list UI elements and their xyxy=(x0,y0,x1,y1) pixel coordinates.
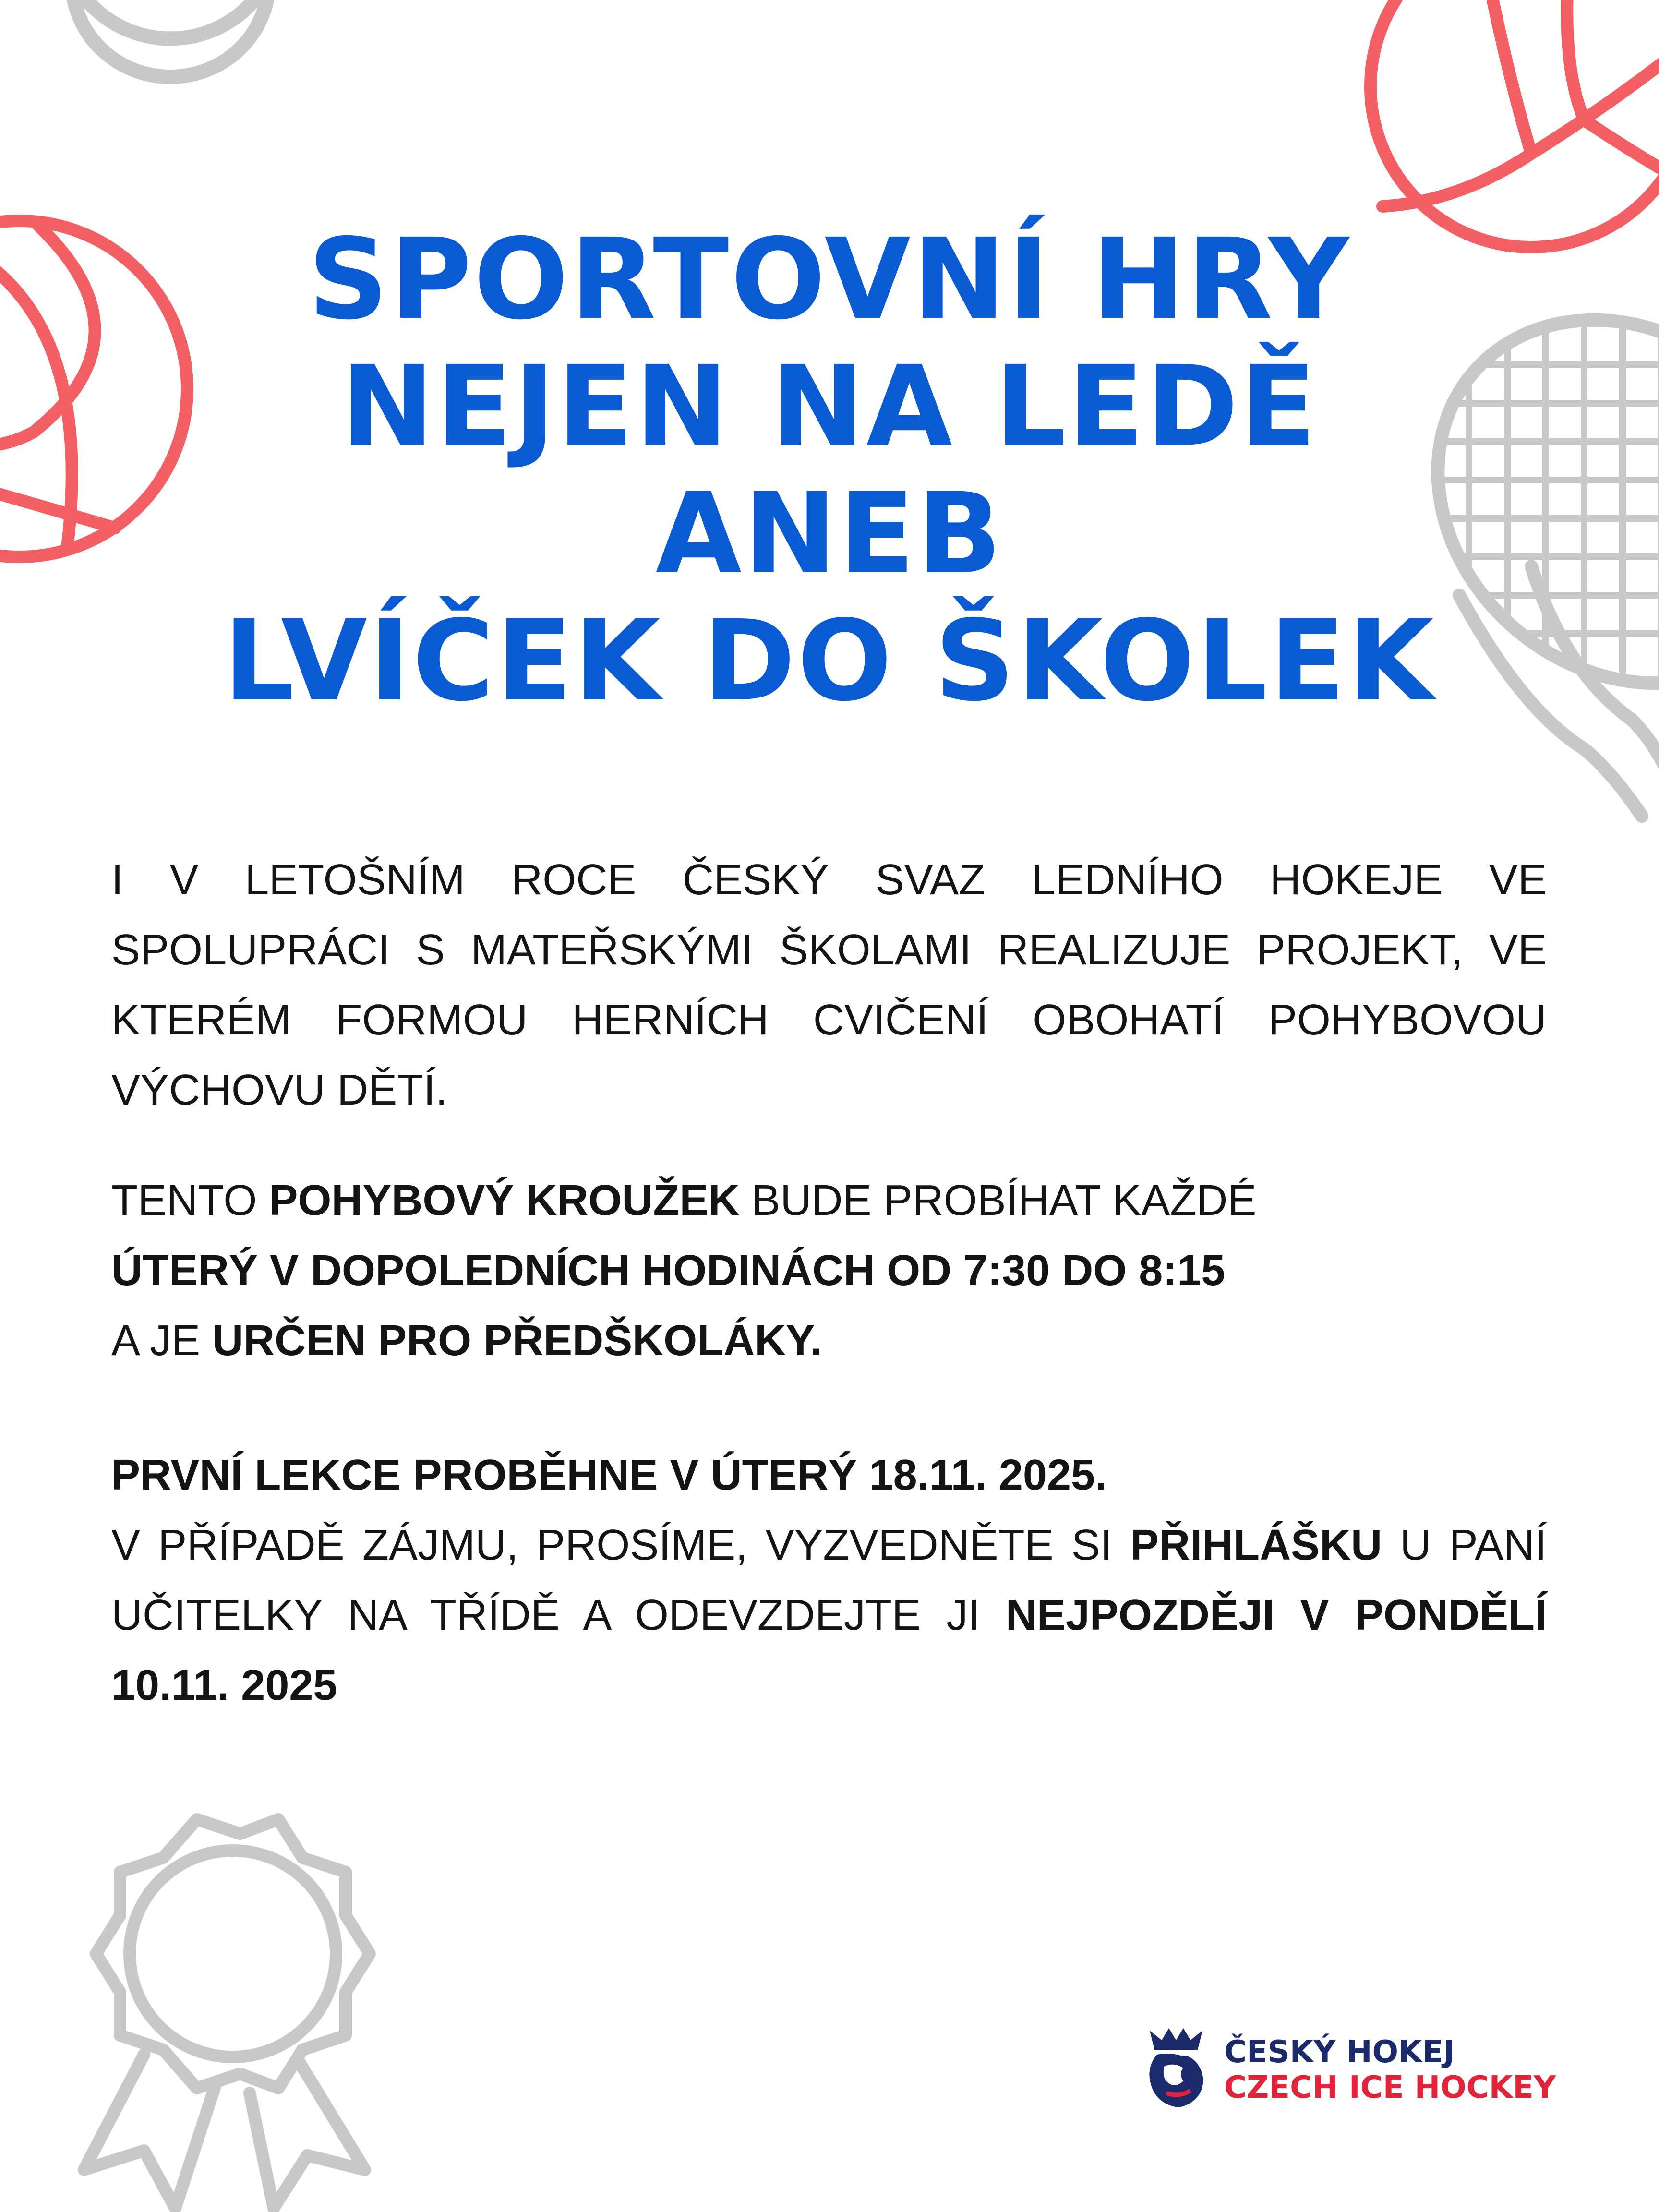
registration-text-2: U PANÍ UČITELKY NA TŘÍDĚ A ODEVZDEJTE JI xyxy=(111,1521,1547,1639)
schedule-text-3: A JE xyxy=(111,1317,213,1365)
title-line-1: SPORTOVNÍ HRY xyxy=(308,215,1351,344)
registration-bold-1: PŘIHLÁŠKU xyxy=(1130,1521,1382,1569)
czech-ice-hockey-logo xyxy=(1135,2021,1591,2112)
registration-paragraph xyxy=(111,1440,1547,1720)
registration-text-1: V PŘÍPADĚ ZÁJMU, PROSÍME, VYZVEDNĚTE SI xyxy=(111,1521,1130,1569)
medal-icon xyxy=(84,1819,370,2208)
first-lesson-date: PRVNÍ LEKCE PROBĚHNE V ÚTERÝ 18.11. 2025. xyxy=(111,1451,1107,1499)
lion-icon xyxy=(1135,2021,1217,2112)
schedule-bold-1: POHYBOVÝ KROUŽEK xyxy=(269,1177,740,1225)
volleyball-icon xyxy=(1370,0,1659,247)
logo-text xyxy=(1224,2034,1556,2105)
ring-icon xyxy=(58,0,288,77)
schedule-bold-3: URČEN PRO PŘEDŠKOLÁKY. xyxy=(212,1317,822,1365)
schedule-paragraph xyxy=(111,1166,1547,1376)
intro-paragraph: I V LETOŠNÍM ROCE ČESKÝ SVAZ LEDNÍHO HOKEJE VE SPOLUPRÁCI S MATEŘSKÝMI ŠKOLAMI REALIZUJE PROJEKT, VE KTERÉM FORMOU HERNÍCH CVIČENÍ OBOHATÍ POHYBOVOU VÝCHOVU DĚTÍ. xyxy=(111,856,1547,1114)
title-line-3: ANEB xyxy=(655,469,1004,599)
logo-line-1: ČESKÝ HOKEJ xyxy=(1224,2034,1455,2070)
schedule-text-2: BUDE PROBÍHAT KAŽDÉ xyxy=(739,1177,1257,1225)
schedule-text-1: TENTO xyxy=(111,1177,269,1225)
title-line-4: LVÍČEK DO ŠKOLEK xyxy=(223,596,1436,726)
title-line-2: NEJEN NA LEDĚ xyxy=(340,342,1319,471)
page-title xyxy=(0,216,1659,725)
logo-line-2: CZECH ICE HOCKEY xyxy=(1224,2070,1556,2105)
schedule-bold-2: ÚTERÝ V DOPOLEDNÍCH HODINÁCH OD 7:30 DO 8:15 xyxy=(111,1247,1226,1295)
deadline-date: NEJPOZDĚJI V PONDĚLÍ 10.11. 2025 xyxy=(111,1591,1547,1709)
